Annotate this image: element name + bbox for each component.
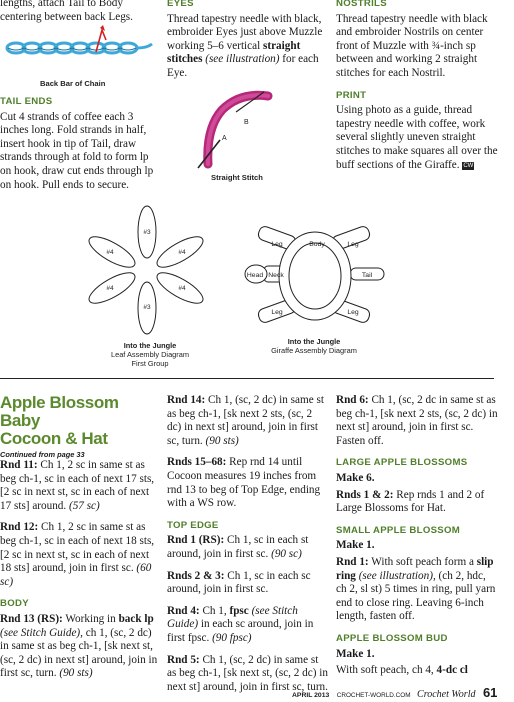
small-rnd-1: Rnd 1: With soft peach form a slip ring (see illustration), (ch 2, hdc, ch 2, sl st) 5 times in ring, pull yarn end to close ring. Leaving 6-inch length, fasten off. — [336, 555, 496, 623]
body-heading: BODY — [0, 598, 29, 610]
article-col2 — [167, 394, 329, 702]
article-col1 — [0, 459, 160, 689]
petal-label: #3 — [143, 304, 151, 311]
print-heading: PRINT — [336, 89, 367, 101]
neck-label: Neck — [268, 272, 284, 279]
leaf-caption: Into the Jungle Leaf Assembly Diagram First Group — [110, 341, 190, 368]
label-b: B — [244, 119, 249, 126]
tail-label: Tail — [361, 272, 373, 279]
top-rnd-4: Rnd 4: Ch 1, fpsc (see Stitch Guide) in each sc around, join in first fpsc. (90 fpsc) — [167, 604, 314, 644]
rnd-12: Rnd 12: Ch 1, 2 sc in same st as beg ch-1, sc in each of next 18 sts, [2 sc in next st, sc in each of next 18 sts] around, join in first sc. (60 sc) — [0, 521, 155, 588]
rnd-11: Rnd 11: Ch 1, 2 sc in same st as beg ch-1, sc in each of next 17 sts, [2 sc in next st, sc in each of next 17 sts] around. (57 sc) — [0, 459, 155, 512]
giraffe-caption: Into the Jungle Giraffe Assembly Diagram — [271, 337, 357, 355]
body-label: Body — [309, 241, 325, 248]
top-edge-heading: TOP EDGE — [167, 519, 219, 531]
large-rnds-1-2: Rnds 1 & 2: Rep rnds 1 and 2 of Large Blossoms for Hat. — [336, 488, 485, 515]
leaf-assembly-diagram — [84, 205, 214, 341]
petal-label: #4 — [178, 285, 186, 292]
rnd-14: Rnd 14: Ch 1, (sc, 2 dc) in same st as beg ch-1, [sk next 2 sts, (sc, 2 dc) in next st] around, join in first sc, turn. (90 sts) — [167, 394, 324, 447]
nostrils-heading: NOSTRILS — [336, 0, 387, 9]
leg-label: Leg — [271, 241, 283, 248]
top-rnd-6: Rnd 6: Ch 1, (sc, 2 dc in same st as beg ch-1, [sk next 2 sts, (sc, 2 dc) in next st] around, join in first sc. Fasten off. — [336, 394, 498, 447]
continued-note: Continued from page 33 — [0, 450, 85, 459]
article-title: Apple Blossom Baby Cocoon & Hat — [0, 393, 119, 448]
tail-ends-text: Cut 4 strands of coffee each 3 inches long. Fold strands in half, insert hook in tip of Tail, draw strands through at fold to form lp on hook, draw cut ends through lp on hook. Pull ends to secure. — [0, 110, 154, 191]
petal-label: #4 — [106, 249, 114, 256]
petal-label: #4 — [106, 285, 114, 292]
tail-ends-heading: TAIL ENDS — [0, 96, 53, 107]
large-blossoms-heading: LARGE APPLE BLOSSOMS — [336, 457, 468, 469]
page-number: 61 — [482, 685, 498, 700]
rnds-15-68: Rnds 15–68: Rep rnd 14 until Cocoon measures 19 inches from rnd 13 to beg of Top Edge, ending with a WS row. — [167, 456, 321, 510]
bud-heading: APPLE BLOSSOM BUD — [336, 632, 448, 644]
footer-magazine: Crochet World — [417, 689, 476, 700]
nostrils-text: Thread tapestry needle with black and embroider Nostrils on center front of Muzzle with ¾-inch sp between and working 2 straight stitches for each Nostril. — [336, 12, 488, 79]
petal-label: #4 — [178, 249, 186, 256]
leg-label: Leg — [347, 309, 359, 316]
top-rnds-2-3: Rnds 2 & 3: Ch 1, sc in each sc around, join in first sc. — [167, 569, 311, 596]
tail-ends-section — [0, 95, 160, 200]
head-label: Head — [246, 272, 264, 279]
nostrils-section — [336, 0, 498, 180]
straight-stitch-caption: Straight Stitch — [211, 173, 263, 182]
top-rnd-5: Rnd 5: Ch 1, (sc, 2 dc) in same st as beg ch-1, [sk next st, (sc, 2 dc) in next st] around, join in first sc, turn. — [167, 653, 328, 693]
section-divider — [0, 378, 494, 379]
article-title-block — [0, 394, 160, 459]
page-footer — [292, 684, 512, 702]
leg-label: Leg — [347, 241, 359, 248]
rnd-13: Rnd 13 (RS): Working in back lp (see Stitch Guide), ch 1, (sc, 2 dc) in same st as beg ch-1, [sk next st, (sc, 2 dc) in next st] around, join in first sc, turn. (90 sts) — [0, 612, 158, 680]
print-text: Using photo as a guide, thread tapestry needle with coffee, work several slightly uneven straight stitches to make squares all over the buff sections of the Giraffe. CW — [336, 104, 498, 171]
straight-stitch-illustration — [196, 88, 276, 170]
eyes-text: Thread tapestry needle with black, embroider Eyes just above Muzzle working 5–6 vertical straight stitches (see illustration) for each Eye. — [167, 12, 323, 79]
footer-date: APRIL 2013 — [292, 692, 330, 699]
eyes-section — [167, 0, 329, 89]
eyes-heading: EYES — [167, 0, 194, 9]
straight-stitches-term: straight stitches — [167, 39, 301, 66]
make-1-small: Make 1. — [336, 539, 375, 552]
small-blossom-heading: SMALL APPLE BLOSSOM — [336, 524, 461, 536]
col1-intro: lengths, attach Tail to Body centering between back Legs. — [0, 0, 133, 23]
article-col3 — [336, 394, 498, 686]
end-mark-icon: CW — [463, 162, 474, 169]
make-1-bud: Make 1. — [336, 647, 375, 660]
giraffe-assembly-diagram — [240, 222, 390, 334]
chain-caption: Back Bar of Chain — [40, 79, 106, 88]
make-6: Make 6. — [336, 471, 375, 484]
bud-text: With soft peach, ch 4, 4-dc cl — [336, 664, 468, 677]
leg-label: Leg — [271, 309, 283, 316]
chain-illustration — [2, 22, 160, 68]
footer-site: CROCHET-WORLD.COM — [336, 692, 411, 699]
petal-label: #3 — [143, 229, 151, 236]
top-rnd-1: Rnd 1 (RS): Ch 1, sc in each st around, join in first sc. (90 sc) — [167, 534, 309, 560]
label-a: A — [222, 135, 227, 142]
